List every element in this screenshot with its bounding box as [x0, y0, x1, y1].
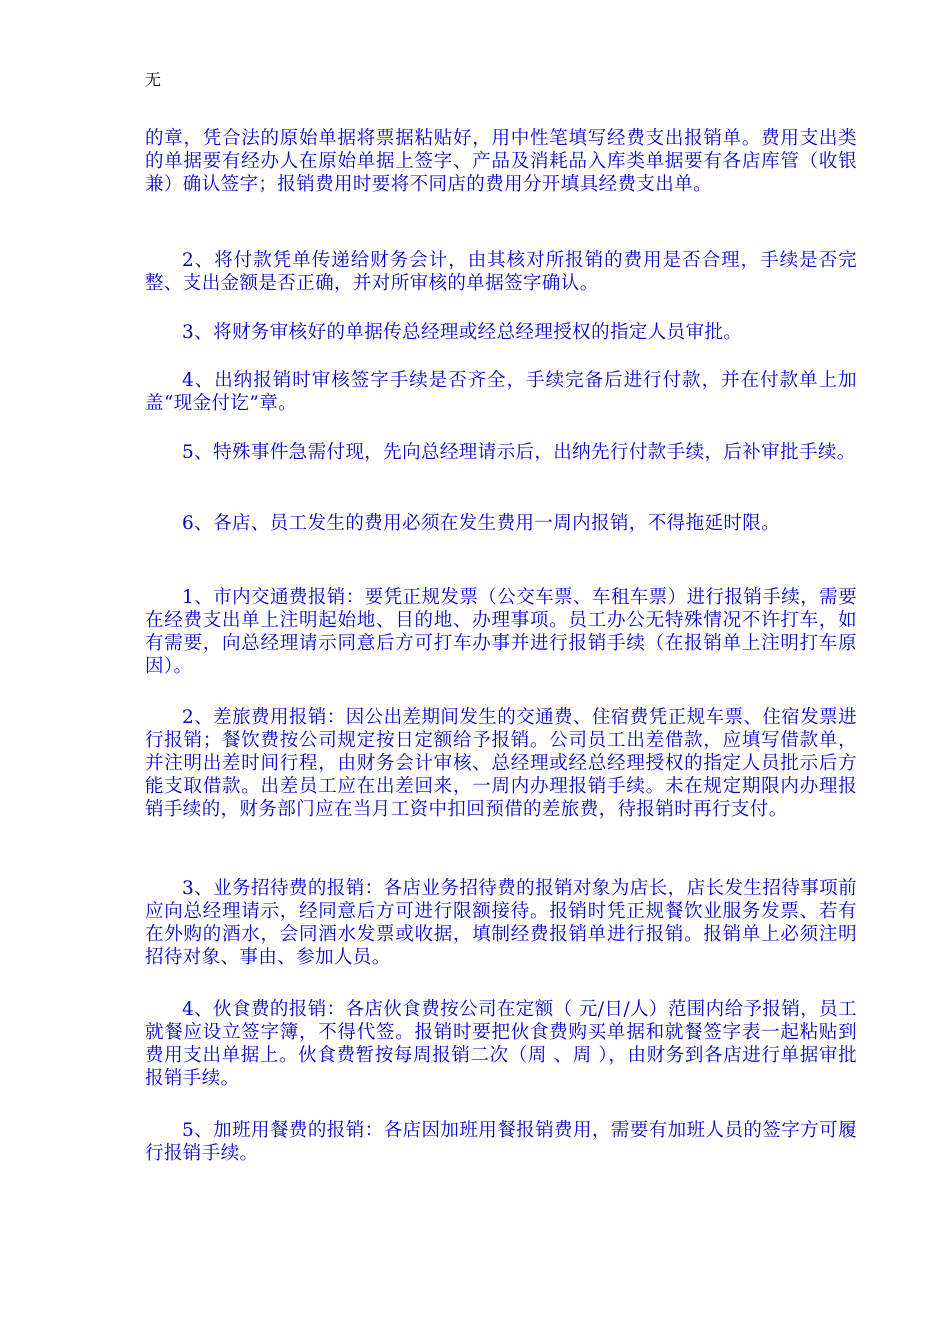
- paragraph-overtime: 5、加班用餐费的报销：各店因加班用餐报销费用，需要有加班人员的签字方可履行报销手续。: [145, 1120, 857, 1164]
- paragraph-intro: 的章，凭合法的原始单据将票据粘贴好，用中性笔填写经费支出报销单。费用支出类的单据要有经办人在原始单据上签字、产品及消耗品入库类单据要有各店库管（收银兼）确认签字；报销费用时要将不同店的费用分开填具经费支出单。: [145, 128, 857, 195]
- paragraph-step-5: 5、特殊事件急需付现，先向总经理请示后，出纳先行付款手续，后补审批手续。: [182, 442, 856, 463]
- paragraph-step-6: 6、各店、员工发生的费用必须在发生费用一周内报销，不得拖延时限。: [182, 513, 781, 534]
- paragraph-step-3: 3、将财务审核好的单据传总经理或经总经理授权的指定人员审批。: [182, 322, 743, 343]
- paragraph-entertainment: 3、业务招待费的报销：各店业务招待费的报销对象为店长，店长发生招待事项前应向总经理请示，经同意后方可进行限额接待。报销时凭正规餐饮业服务发票、若有在外购的酒水，会同酒水发票或收据，填制经费报销单进行报销。报销单上必须注明招待对象、事由、参加人员。: [145, 878, 857, 968]
- page-header: 无: [145, 70, 162, 89]
- paragraph-meals: 4、伙食费的报销：各店伙食费按公司在定额（ 元/日/人）范围内给予报销，员工就餐应设立签字簿，不得代签。报销时要把伙食费购买单据和就餐签字表一起粘贴到费用支出单据上。伙食费暂按每周报销二次（周 、周 ），由财务到各店进行单据审批报销手续。: [145, 999, 857, 1089]
- paragraph-step-2: 2、将付款凭单传递给财务会计，由其核对所报销的费用是否合理，手续是否完整、支出金额是否正确，并对所审核的单据签字确认。: [145, 250, 857, 294]
- paragraph-travel: 2、差旅费用报销：因公出差期间发生的交通费、住宿费凭正规车票、住宿发票进行报销；餐饮费按公司规定按日定额给予报销。公司员工出差借款，应填写借款单，并注明出差时间行程，由财务会计审核、总经理或经总经理授权的指定人员批示后方能支取借款。出差员工应在出差回来，一周内办理报销手续。未在规定期限内办理报销手续的，财务部门应在当月工资中扣回预借的差旅费，待报销时再行支付。: [145, 707, 857, 820]
- paragraph-step-4: 4、出纳报销时审核签字手续是否齐全，手续完备后进行付款，并在付款单上加盖“现金付讫”章。: [145, 370, 857, 414]
- paragraph-transport: 1、市内交通费报销：要凭正规发票（公交车票、车租车票）进行报销手续，需要在经费支出单上注明起始地、目的地、办理事项。员工办公无特殊情况不许打车，如有需要，向总经理请示同意后方可打车办事并进行报销手续（在报销单上注明打车原因）。: [145, 587, 857, 677]
